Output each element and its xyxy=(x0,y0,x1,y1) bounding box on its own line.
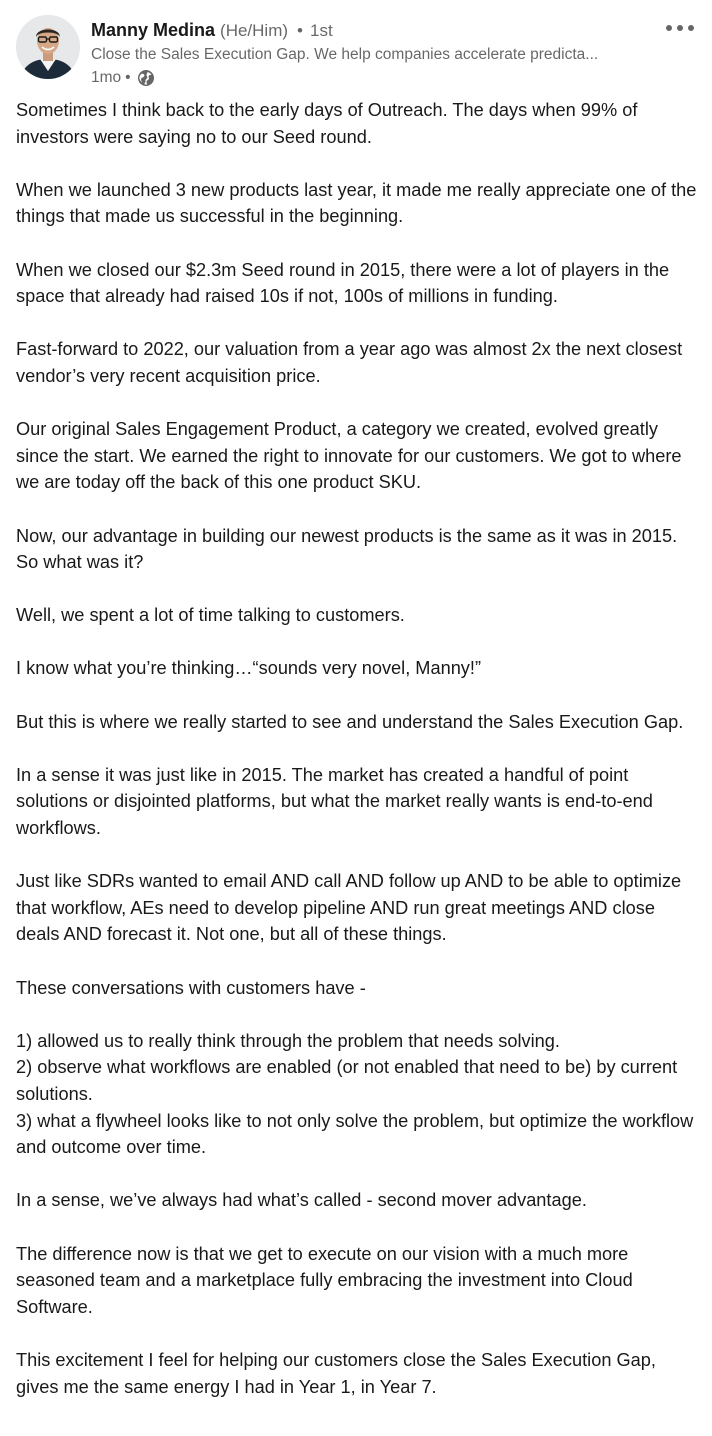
avatar[interactable] xyxy=(16,15,80,79)
post-paragraph: The difference now is that we get to execute on our vision with a much more seasoned team and a marketplace fully embracing the investment into Cloud Software. xyxy=(16,1243,633,1317)
ellipsis-icon xyxy=(665,24,695,32)
post-paragraph: When we closed our $2.3m Seed round in 2015, there were a lot of players in the space that already had raised 10s if not, 100s of millions in funding. xyxy=(16,259,670,307)
post-paragraph: Our original Sales Engagement Product, a category we created, evolved greatly since the start. We earned the right to innovate for our customers. We got to where we are today off the back of this one product SKU. xyxy=(16,419,682,493)
post-paragraph: In a sense it was just like in 2015. The market has created a handful of point solutions or disjointed platforms, but what the market really wants is end-to-end workflows. xyxy=(16,764,653,839)
post-paragraph: Now, our advantage in building our newest products is the same as it was in 2015. So what was it? xyxy=(16,525,678,573)
post-text xyxy=(16,97,702,1400)
author-headline: Close the Sales Execution Gap. We help companies accelerate predicta... xyxy=(91,46,599,63)
more-options-button[interactable] xyxy=(664,14,696,42)
post-header xyxy=(0,0,712,96)
post-paragraph: Sometimes I think back to the early days of Outreach. The days when 99% of investors were saying no to our Seed round. xyxy=(16,100,638,147)
post-paragraph: This excitement I feel for helping our customers close the Sales Execution Gap, gives me the same energy I had in Year 1, in Year 7. xyxy=(16,1349,656,1397)
globe-icon xyxy=(137,69,155,87)
post-paragraph: In a sense, we’ve always had what’s called - second mover advantage. xyxy=(16,1190,587,1211)
post-paragraph: When we launched 3 new products last year, it made me really appreciate one of the things that made us successful in the beginning. xyxy=(16,179,697,227)
author-name-line xyxy=(91,18,651,42)
author-meta xyxy=(91,18,651,89)
avatar-image xyxy=(16,15,80,79)
post-time-line xyxy=(91,67,651,89)
post-paragraph: But this is where we really started to see and understand the Sales Execution Gap. xyxy=(16,711,684,732)
post-paragraph: Just like SDRs wanted to email AND call AND follow up AND to be able to optimize that workflow, AEs need to develop pipeline AND run great meetings AND close deals AND forecast it. Not one, but all of these things. xyxy=(16,871,682,945)
post-paragraph: I know what you’re thinking…“sounds very novel, Manny!” xyxy=(16,658,482,679)
connection-degree: 1st xyxy=(310,21,333,40)
post-paragraph: Fast-forward to 2022, our valuation from a year ago was almost 2x the next closest vendor’s very recent acquisition price. xyxy=(16,339,683,386)
post-time[interactable]: 1mo xyxy=(91,69,122,86)
post-paragraph: These conversations with customers have - xyxy=(16,977,366,998)
author-name[interactable]: Manny Medina xyxy=(91,20,216,40)
author-pronouns: (He/Him) xyxy=(220,21,289,40)
post-paragraph: 1) allowed us to really think through the problem that needs solving. 2) observe what workflows are enabled (or not enabled that need to be) by current solutions. 3) what a flywheel looks like to not only solve the problem, but optimize the workflow and outcome over time. xyxy=(16,1030,694,1158)
post-paragraph: Well, we spent a lot of time talking to customers. xyxy=(16,605,405,626)
degree-separator: • xyxy=(297,21,303,40)
time-separator: • xyxy=(125,69,131,86)
